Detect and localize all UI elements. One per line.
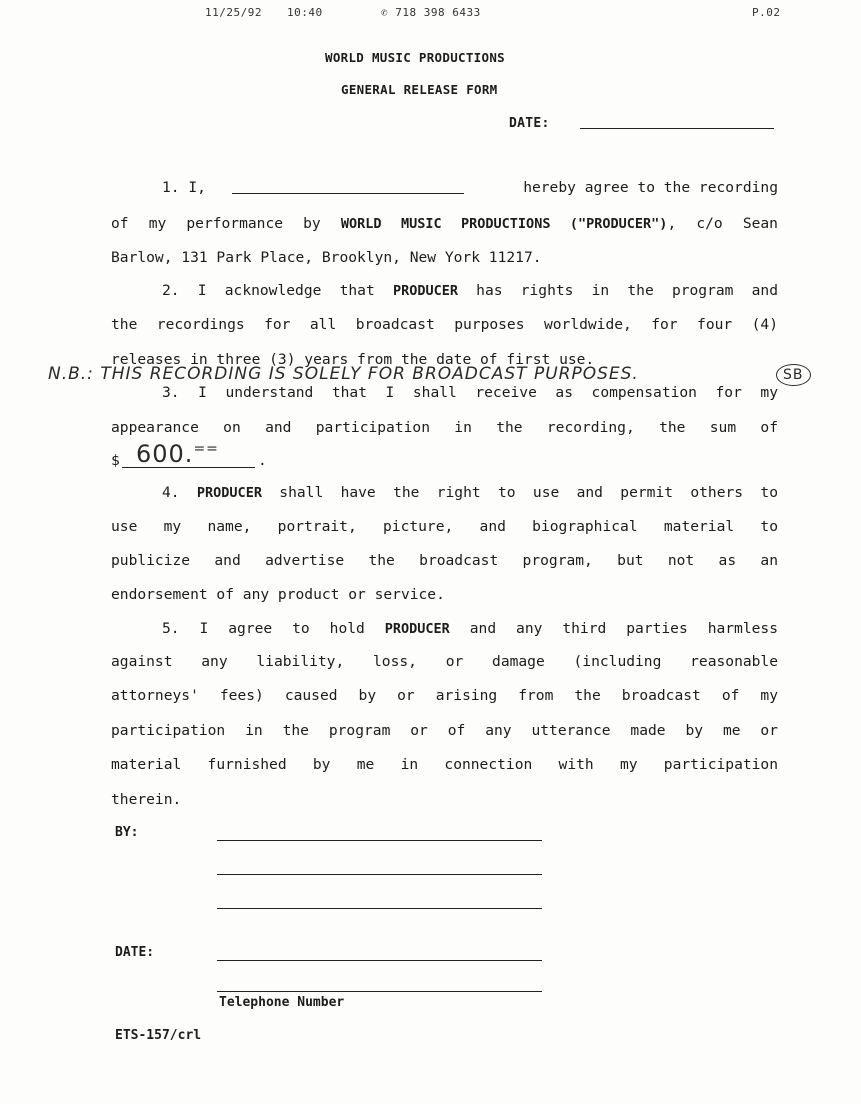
para4-line3: publicize and advertise the broadcast program, but not as an (111, 552, 778, 569)
para5-line5: material furnished by me in connection with my participation (111, 756, 778, 773)
fax-time: 10:40 (287, 6, 323, 19)
handwritten-initials: SB (776, 364, 811, 386)
signature-line-1[interactable] (217, 840, 542, 841)
date-label-bottom: DATE: (115, 945, 155, 960)
form-subtitle: GENERAL RELEASE FORM (341, 82, 498, 97)
fax-date: 11/25/92 (205, 6, 262, 19)
para1-line3: Barlow, 131 Park Place, Brooklyn, New York 11217. (111, 249, 542, 266)
telephone-label: Telephone Number (219, 995, 345, 1010)
telephone-line[interactable] (217, 991, 542, 992)
para5-line1: 5. I agree to hold PRODUCER and any third parties harmless (162, 620, 778, 637)
signature-line-2[interactable] (217, 874, 542, 875)
date-field-line[interactable] (580, 128, 774, 129)
currency-symbol: $ (111, 452, 120, 469)
date-label: DATE: (509, 116, 550, 131)
para5-line3: attorneys' fees) caused by or arising from the broadcast of my (111, 687, 778, 704)
para5-line4: participation in the program or of any utterance made by me or (111, 722, 778, 739)
phone-icon: ✆ (381, 6, 389, 19)
date-line-bottom[interactable] (217, 960, 542, 961)
para2-line3: releases in three (3) years from the date of first use. (111, 351, 595, 368)
para4-line2: use my name, portrait, picture, and biographical material to (111, 518, 778, 535)
handwritten-amount: 600.== (136, 440, 219, 468)
signature-line-3[interactable] (217, 908, 542, 909)
name-field-line[interactable] (232, 193, 464, 194)
para3-line2: appearance on and participation in the recording, the sum of (111, 419, 778, 436)
by-label: BY: (115, 825, 139, 840)
para1-line1-end: hereby agree to the recording (523, 179, 778, 196)
amount-end-period: . (258, 452, 267, 469)
handwritten-note: N.B.: THIS RECORDING IS SOLELY FOR BROADCAST PURPOSES. (48, 364, 639, 384)
fax-phone: ✆ 718 398 6433 (381, 6, 481, 19)
para3-line1: 3. I understand that I shall receive as compensation for my (162, 384, 778, 401)
para2-line1: 2. I acknowledge that PRODUCER has rights in the program and (162, 282, 778, 299)
para1-number-text: 1. I, (162, 179, 206, 196)
footer-code: ETS-157/crl (115, 1028, 202, 1043)
fax-page-number: P.02 (752, 6, 781, 19)
para4-line1: 4. PRODUCER shall have the right to use and permit others to (162, 484, 778, 501)
para5-line6: therein. (111, 791, 182, 808)
para2-line2: the recordings for all broadcast purposes worldwide, for four (4) (111, 316, 778, 333)
para4-line4: endorsement of any product or service. (111, 586, 445, 603)
para1-line2: of my performance by WORLD MUSIC PRODUCTIONS ("PRODUCER"), c/o Sean (111, 215, 778, 232)
page-title: WORLD MUSIC PRODUCTIONS (325, 50, 505, 65)
para5-line2: against any liability, loss, or damage (including reasonable (111, 653, 778, 670)
